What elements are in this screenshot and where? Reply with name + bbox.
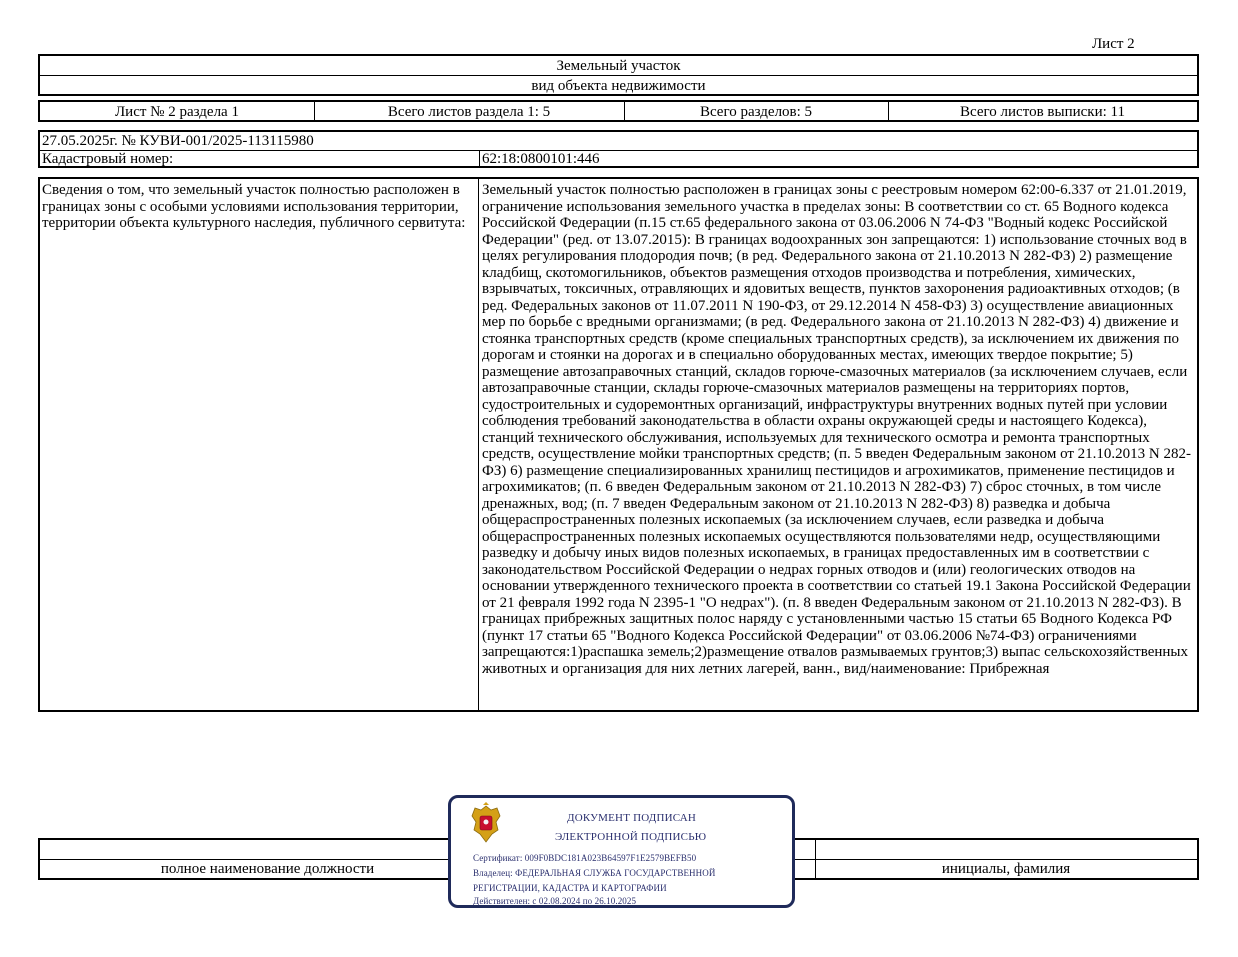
stamp-owner-line2: РЕГИСТРАЦИИ, КАДАСТРА И КАРТОГРАФИИ: [473, 883, 667, 893]
stamp-certificate: Сертификат: 009F0BDC181A023B64597F1E2579BEFB50: [473, 853, 697, 863]
total-sections: Всего разделов: 5: [699, 104, 813, 120]
extract-date-number: 27.05.2025г. № КУВИ-001/2025-113115980: [42, 133, 314, 149]
electronic-signature-stamp: [448, 795, 795, 908]
coat-of-arms-icon: [469, 802, 503, 846]
stamp-owner-line1: Владелец: ФЕДЕРАЛЬНАЯ СЛУЖБА ГОСУДАРСТВЕННОЙ: [473, 868, 716, 878]
cadastral-label: Кадастровый номер:: [42, 151, 174, 167]
zone-info-text: Земельный участок полностью расположен в границах зоны с реестровым номером 62:00-6.337 от 21.01.2019, ограничение использования земельного участка в пределах зоны: В соответствии со ст. 65 Водного кодекса Российской Федерации (п.15 ст.65 федерального закона от 03.06.2006 N 74-ФЗ "Водный кодекс Российской Федерации" (ред. от 13.07.2015): В границах водоохранных зон запрещаются: 1) использование сточных вод в целях регулирования плодородия почв; (в ред. Федерального закона от 21.10.2013 N 282-ФЗ) 2) размещение кладбищ, скотомогильников, объектов размещения отходов производства и потребления, химических, взрывчатых, токсичных, отравляющих и ядовитых веществ, пунктов захоронения радиоактивных отходов; (в ред. Федеральных законов от 11.07.2011 N 190-ФЗ, от 29.12.2014 N 458-ФЗ) 3) осуществление авиационных мер по борьбе с вредными организмами; (в ред. Федерального закона от 21.10.2013 N 282-ФЗ) 4) движение и стоянка транспортных средств (кроме специальных транспортных средств), за исключением их движения по дорогам и стоянки на дорогах и в специально оборудованных местах, имеющих твердое покрытие; 5) размещение автозаправочных станций, складов горюче-смазочных материалов (за исключением случаев, если автозаправочные станции, склады горюче-смазочных материалов размещены на территориях портов, судостроительных и судоремонтных организаций, инфраструктуры внутренних водных путей при условии соблюдения требований законодательства в области охраны окружающей среды и настоящего Кодекса), станций технического обслуживания, используемых для технического осмотра и ремонта транспортных средств, осуществление мойки транспортных средств; (п. 5 введен Федеральным законом от 21.10.2013 N 282-ФЗ) 6) размещение специализированных хранилищ пестицидов и агрохимикатов, применение пестицидов и агрохимикатов; (п. 6 введен Федеральным законом от 21.10.2013 N 282-ФЗ) 7) сброс сточных, в том числе дренажных, вод; (п. 7 введен Федеральным законом от 21.10.2013 N 282-ФЗ) 8) разведка и добыча общераспространенных полезных ископаемых (за исключением случаев, если разведка и добыча общераспространенных полезных ископаемых осуществляются пользователями недр, осуществляющими разведку и добычу иных видов полезных ископаемых, в границах предоставленных им в соответствии с законодательством Российской Федерации о недрах горных отводов и (или) геологических отводов на основании утвержденного технического проекта в соответствии со статьей 19.1 Закона Российской Федерации от 21 февраля 1992 года N 2395-1 "О недрах"). (п. 8 введен Федеральным законом от 21.10.2013 N 282-ФЗ). В границах прибрежных защитных полос наряду с установленными частью 15 статьи 65 Водного Кодекса РФ (пункт 17 статьи 65 "Водного Кодекса Российской Федерации" от 03.06.2006 №74-ФЗ) ограничениями запрещаются:1)распашка земель;2)размещение отвалов размываемых грунтов;3) выпас сельскохозяйственных животных и организация для них летних лагерей, ванн., вид/наименование: Прибрежная: [482, 182, 1191, 677]
object-type-value: Земельный участок: [556, 58, 681, 74]
total-sheets-section: Всего листов раздела 1: 5: [387, 104, 551, 120]
sheet-info-row: [38, 100, 1199, 122]
total-sheets-extract: Всего листов выписки: 11: [960, 104, 1125, 120]
position-label: полное наименование должности: [160, 861, 375, 877]
cadastral-number: 62:18:0800101:446: [482, 151, 600, 167]
zone-info-table: [38, 177, 1199, 712]
stamp-title-line1: ДОКУМЕНТ ПОДПИСАН: [567, 812, 697, 824]
object-kind-label: вид объекта недвижимости: [531, 78, 706, 94]
stamp-validity: Действителен: с 02.08.2024 по 26.10.2025: [473, 896, 637, 906]
object-type-header: [38, 54, 1199, 96]
extract-meta: [38, 130, 1199, 168]
name-label: инициалы, фамилия: [941, 861, 1071, 877]
stamp-title-line2: ЭЛЕКТРОННОЙ ПОДПИСЬЮ: [555, 831, 707, 843]
sheet-of-section: Лист № 2 раздела 1: [115, 104, 239, 120]
sheet-number-label: Лист 2: [1092, 36, 1135, 52]
zone-info-label: Сведения о том, что земельный участок полностью расположен в границах зоны с особыми условиями использования территории, территории объекта культурного наследия, публичного сервитута:: [42, 182, 466, 231]
